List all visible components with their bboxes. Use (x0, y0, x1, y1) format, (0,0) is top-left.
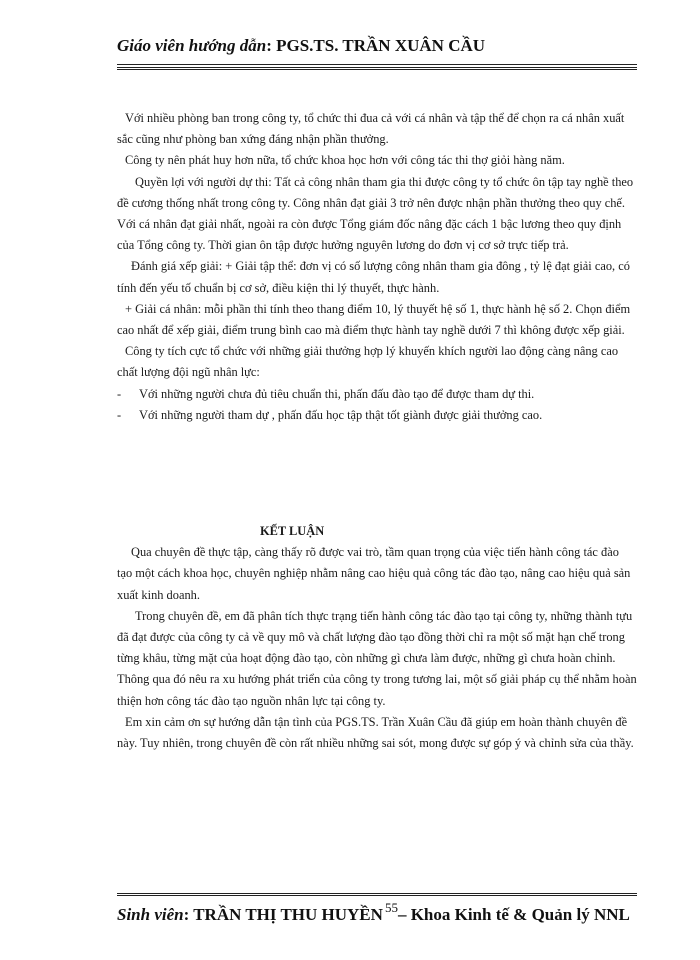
paragraph: Với nhiều phòng ban trong công ty, tổ chức thi đua cả với cá nhân và tập thể để chọn ra cá nhân xuất sắc cũng như phòng ban xứng đáng nhận phần thưởng. (117, 111, 625, 147)
conclusion-title: KẾT LUẬN (260, 524, 325, 539)
list-dash: - (117, 407, 122, 422)
paragraph: Đánh giá xếp giải: + Giải tập thể: đơn vị có số lượng công nhân tham gia đông , tỷ lệ đạt giải cao, có tính đến yếu tố chuẩn bị cơ sở, điều kiện thi lý thuyết, thực hành. (117, 259, 630, 295)
header-role: Giáo viên hướng dẫn (117, 36, 267, 55)
paragraph: Quyền lợi với người dự thi: Tất cả công nhân tham gia thi được công ty tổ chức ôn tập tay nghề theo đề cương thống nhất trong công ty. Công nhân đạt giải 3 trở nên được nhận phần thưởng theo quy chế. Với cá nhân đạt giải nhất, ngoài ra còn được Tổng giám đốc nâng đặc cách 1 bậc lương theo quy định của Tổng công ty. Thời gian ôn tập được hưởng nguyên lương do đơn vị cơ sở trực tiếp trả. (117, 174, 634, 253)
header-advisor-name: : PGS.TS. TRẦN XUÂN CẦU (266, 36, 486, 55)
list-item-text: Với những người tham dự , phấn đấu học tập thật tốt giành được giải thưởng cao. (139, 407, 543, 422)
paragraph: Qua chuyên đề thực tập, càng thấy rõ được vai trò, tầm quan trọng của việc tiến hành công tác đào tạo một cách khoa học, chuyên nghiệp nhằm nâng cao hiệu quả công tác đào tạo, nâng cao hiệu quả sản xuất kinh doanh. (117, 545, 631, 602)
footer-student-name: : TRẦN THỊ THU HUYỀN (183, 905, 383, 924)
list-dash: - (117, 386, 122, 401)
header-divider (117, 64, 637, 70)
paragraph: Công ty nên phát huy hơn nữa, tổ chức khoa học hơn với công tác thi thợ giỏi hàng năm. (125, 153, 565, 168)
page-footer (117, 900, 677, 925)
paragraph: + Giải cá nhân: mỗi phần thi tính theo thang điểm 10, lý thuyết hệ số 1, thực hành hệ số 2. Chọn điểm cao nhất để xếp giải, điểm trung bình cao mà điểm thực hành tay nghề dưới 7 thì không được xếp giải. (117, 301, 631, 338)
list-item-text: Với những người chưa đủ tiêu chuẩn thi, phấn đấu đào tạo để được tham dự thi. (139, 386, 535, 401)
paragraph: Trong chuyên đề, em đã phân tích thực trạng tiến hành công tác đào tạo tại công ty, những thành tựu đã đạt được của công ty cả về quy mô và chất lượng đào tạo đồng thời chỉ ra một số mặt hạn chế trong từng khâu, từng mặt của hoạt động đào tạo, còn những gì chưa làm được, những gì chưa hoàn chỉnh. Thông qua đó nêu ra xu hướng phát triển của công ty trong tương lai, một số giải pháp cụ thể nhằm hoàn thiện hơn công tác đào tạo nguồn nhân lực tại công ty. (117, 608, 637, 708)
document-body (117, 108, 637, 754)
list-item (117, 405, 637, 426)
footer-divider (117, 893, 637, 896)
footer-role: Sinh viên (117, 905, 184, 924)
footer-faculty: – Khoa Kinh tế & Quản lý NNL (397, 905, 630, 924)
paragraph: Em xin cảm ơn sự hướng dẫn tận tình của PGS.TS. Trần Xuân Cầu đã giúp em hoàn thành chuyên đề này. Tuy nhiên, trong chuyên đề còn rất nhiều những sai sót, mong được sự góp ý và chỉnh sửa của thầy. (117, 714, 634, 751)
paragraph: Công ty tích cực tổ chức với những giải thưởng hợp lý khuyến khích người lao động càng nâng cao chất lượng đội ngũ nhân lực: (117, 344, 619, 380)
page-header (117, 36, 637, 56)
page-number: 55 (384, 900, 398, 915)
list-item (117, 384, 637, 405)
